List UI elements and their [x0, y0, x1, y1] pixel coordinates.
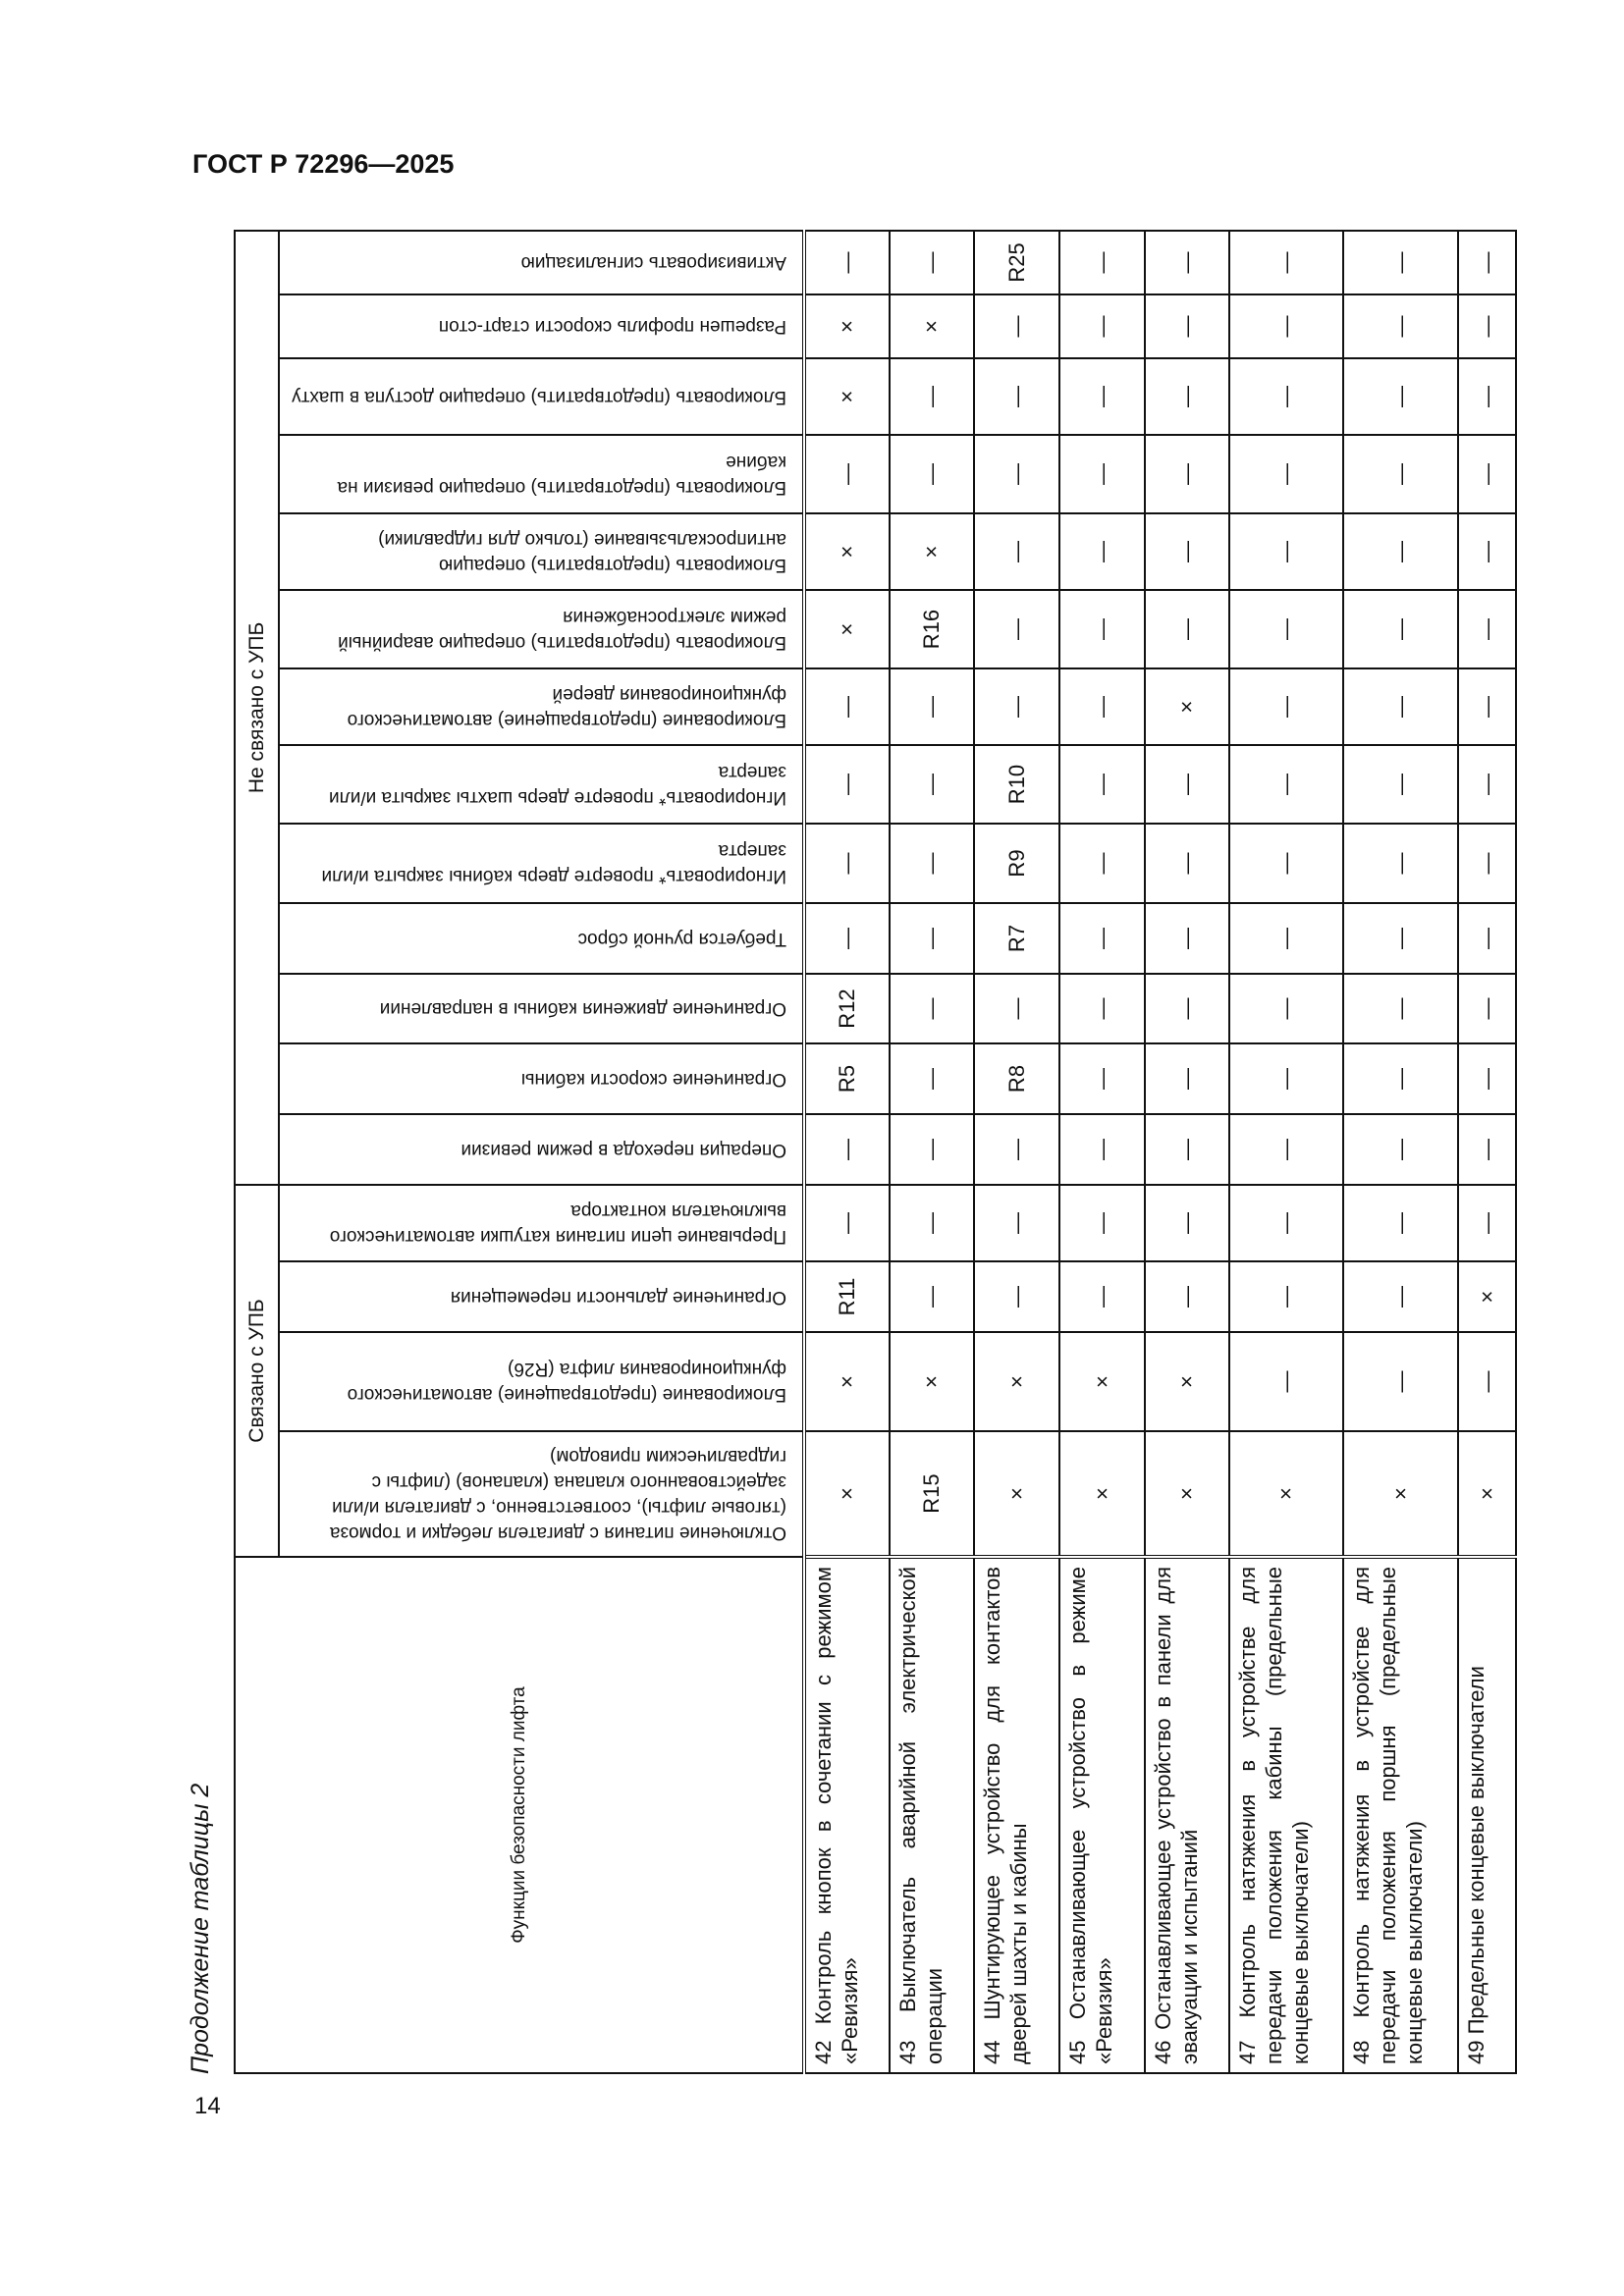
- table-cell: —: [890, 974, 974, 1043]
- table-cell: —: [1458, 1185, 1516, 1261]
- table-cell: ×: [1458, 1431, 1516, 1557]
- table-cell: —: [890, 435, 974, 513]
- table-cell: —: [890, 745, 974, 824]
- table-cell: —: [1145, 513, 1229, 590]
- table-cell: —: [1229, 824, 1343, 903]
- table-cell: —: [974, 435, 1059, 513]
- table-cell: —: [974, 358, 1059, 435]
- column-header-text: Отключение питания с двигателя лебедки и тормоза (тяговые лифты), соответственно, с двигателя и/или задействованного клапана (клапанов) (лифты с гидравлическим приводом): [329, 1446, 786, 1543]
- table-cell: —: [890, 903, 974, 974]
- table-cell: —: [1145, 231, 1229, 294]
- table-cell: —: [1458, 590, 1516, 668]
- table-cell: —: [1343, 1114, 1458, 1185]
- table-cell: —: [804, 435, 890, 513]
- table-cell: —: [1059, 590, 1145, 668]
- column-header: [279, 668, 804, 745]
- table-cell: —: [1145, 435, 1229, 513]
- column-header-text: Ограничение дальности перемещения: [450, 1287, 786, 1308]
- table-cell: —: [804, 668, 890, 745]
- table-cell: ×: [1145, 1332, 1229, 1431]
- table-cell: —: [974, 1261, 1059, 1332]
- row-label: 45 Останавливающее устройство в режиме «Ревизия»: [1059, 1557, 1145, 2073]
- table-cell: —: [1458, 358, 1516, 435]
- safety-functions-table-container: [234, 232, 1517, 2074]
- table-cell: ×: [804, 590, 890, 668]
- table-cell: —: [1059, 1114, 1145, 1185]
- table-cell: ×: [804, 1431, 890, 1557]
- row-label: 48 Контроль натяжения в устройстве для передачи положения поршня (предельные концевые выключатели): [1343, 1557, 1458, 2073]
- table-cell: —: [890, 358, 974, 435]
- table-cell: —: [1229, 1332, 1343, 1431]
- table-cell: —: [1059, 974, 1145, 1043]
- table-cell: —: [1343, 745, 1458, 824]
- table-cell: —: [1229, 1261, 1343, 1332]
- safety-functions-table: [234, 230, 1517, 2074]
- table-row: [1343, 231, 1458, 2073]
- column-header: [279, 1043, 804, 1114]
- table-cell: —: [1458, 435, 1516, 513]
- table-cell: —: [1229, 974, 1343, 1043]
- table-cell: —: [1059, 824, 1145, 903]
- row-label: 42 Контроль кнопок в сочетании с режимом «Ревизия»: [804, 1557, 890, 2073]
- column-header-text: Блокирование (предотвращение) автоматического функционирования лифта (R26): [347, 1359, 786, 1406]
- table-cell: —: [974, 974, 1059, 1043]
- table-cell: —: [804, 231, 890, 294]
- table-row: [890, 231, 974, 2073]
- column-header-text: Блокировать (предотвратить) операцию антипроскальзывание (только для гидравлики): [378, 529, 786, 575]
- table-cell: —: [1059, 294, 1145, 358]
- table-cell: R9: [974, 824, 1059, 903]
- column-header: [279, 974, 804, 1043]
- table-cell: —: [1458, 1043, 1516, 1114]
- table-cell: —: [804, 1114, 890, 1185]
- table-cell: —: [1229, 1114, 1343, 1185]
- table-cell: R12: [804, 974, 890, 1043]
- table-cell: —: [1059, 1261, 1145, 1332]
- page-number: 14: [194, 2093, 221, 2119]
- table-cell: —: [1145, 1043, 1229, 1114]
- table-cell: —: [974, 668, 1059, 745]
- column-header-text: Операция перехода в режим ревизии: [460, 1140, 786, 1160]
- table-cell: —: [1343, 903, 1458, 974]
- table-cell: —: [1145, 1185, 1229, 1261]
- column-header-text: Прерывание цепи питания катушки автоматического выключателя контактора: [329, 1201, 786, 1247]
- table-cell: ×: [1343, 1431, 1458, 1557]
- column-header: [279, 1114, 804, 1185]
- column-header: [279, 1261, 804, 1332]
- table-cell: —: [1343, 824, 1458, 903]
- table-cell: ×: [1458, 1261, 1516, 1332]
- table-cell: —: [1458, 824, 1516, 903]
- table-cell: ×: [890, 513, 974, 590]
- table-row: [1229, 231, 1343, 2073]
- group-header-not-linked: Не связано с УПБ: [235, 231, 279, 1185]
- table-cell: R16: [890, 590, 974, 668]
- table-cell: —: [1343, 513, 1458, 590]
- table-cell: ×: [1145, 668, 1229, 745]
- table-cell: —: [1145, 358, 1229, 435]
- table-cell: —: [1458, 903, 1516, 974]
- column-header-text: Разрешен профиль скорости старт-стоп: [438, 316, 786, 338]
- row-label: 46 Останавливающее устройство в панели для эвакуации и испытаний: [1145, 1557, 1229, 2073]
- column-header-text: Блокирование (предотвращение) автоматического функционирования дверей: [347, 684, 786, 730]
- table-cell: —: [1145, 745, 1229, 824]
- column-header: [279, 1431, 804, 1557]
- column-header-text: Ограничение движения кабины в направлении: [379, 998, 786, 1020]
- table-cell: —: [1059, 513, 1145, 590]
- table-cell: —: [1343, 668, 1458, 745]
- table-cell: —: [1229, 1185, 1343, 1261]
- table-cell: —: [1229, 231, 1343, 294]
- row-label: 49 Предельные концевые выключатели: [1458, 1557, 1516, 2073]
- column-header: [279, 513, 804, 590]
- table-cell: —: [1343, 435, 1458, 513]
- column-header-text: Игнорировать* проверте дверь кабины закрыта и/или заперта: [321, 840, 786, 887]
- table-cell: R15: [890, 1431, 974, 1557]
- column-header: [279, 1185, 804, 1261]
- table-cell: —: [1343, 1332, 1458, 1431]
- row-label: 44 Шунтирующее устройство для контактов дверей шахты и кабины: [974, 1557, 1059, 2073]
- table-cell: —: [1458, 294, 1516, 358]
- column-header: [279, 358, 804, 435]
- table-cell: ×: [1229, 1431, 1343, 1557]
- table-cell: —: [1458, 1332, 1516, 1431]
- column-header: [279, 231, 804, 294]
- table-cell: ×: [804, 294, 890, 358]
- table-cell: —: [1229, 590, 1343, 668]
- table-cell: —: [1145, 1114, 1229, 1185]
- column-header-text: Ограничение скорости кабины: [520, 1069, 786, 1090]
- table-cell: ×: [1145, 1431, 1229, 1557]
- column-header-text: Активизировать сигнализацию: [520, 252, 786, 274]
- table-cell: —: [1059, 1185, 1145, 1261]
- table-cell: —: [1059, 668, 1145, 745]
- table-caption: Продолжение таблицы 2: [187, 1783, 214, 2074]
- column-header-text: Блокировать (предотвратить) операцию ревизии на кабине: [337, 452, 786, 498]
- table-cell: R8: [974, 1043, 1059, 1114]
- first-column-header: Функции безопасности лифта: [235, 1557, 804, 2073]
- table-cell: ×: [1059, 1431, 1145, 1557]
- table-cell: ×: [974, 1431, 1059, 1557]
- table-cell: —: [1059, 435, 1145, 513]
- row-label: 47 Контроль натяжения в устройстве для передачи положения кабины (предельные концевые выключатели): [1229, 1557, 1343, 2073]
- table-cell: R10: [974, 745, 1059, 824]
- table-cell: —: [1458, 974, 1516, 1043]
- table-cell: —: [804, 903, 890, 974]
- table-cell: —: [1458, 745, 1516, 824]
- table-cell: —: [1343, 1043, 1458, 1114]
- table-cell: —: [1458, 1114, 1516, 1185]
- column-header: [279, 824, 804, 903]
- column-header: [279, 590, 804, 668]
- table-cell: —: [1059, 231, 1145, 294]
- table-cell: —: [1458, 513, 1516, 590]
- table-cell: —: [974, 513, 1059, 590]
- column-header-text: Требуется ручной сброс: [577, 929, 786, 949]
- table-cell: —: [974, 590, 1059, 668]
- table-cell: R11: [804, 1261, 890, 1332]
- table-cell: —: [1229, 903, 1343, 974]
- table-cell: —: [1145, 294, 1229, 358]
- table-cell: —: [890, 231, 974, 294]
- table-cell: —: [1145, 590, 1229, 668]
- table-cell: —: [1343, 974, 1458, 1043]
- table-cell: —: [890, 1114, 974, 1185]
- column-header: [279, 903, 804, 974]
- table-cell: —: [890, 1043, 974, 1114]
- table-cell: —: [1229, 745, 1343, 824]
- table-cell: ×: [804, 513, 890, 590]
- table-cell: —: [1458, 231, 1516, 294]
- table-row: [804, 231, 890, 2073]
- table-cell: —: [804, 824, 890, 903]
- table-cell: —: [1458, 668, 1516, 745]
- table-cell: —: [804, 1185, 890, 1261]
- column-header: [279, 745, 804, 824]
- table-cell: —: [974, 1185, 1059, 1261]
- column-header: [279, 1332, 804, 1431]
- table-cell: —: [1059, 1043, 1145, 1114]
- document-header: ГОСТ Р 72296—2025: [192, 149, 455, 179]
- table-cell: —: [1145, 1261, 1229, 1332]
- table-cell: —: [1145, 903, 1229, 974]
- table-cell: —: [890, 1185, 974, 1261]
- table-cell: ×: [890, 1332, 974, 1431]
- table-cell: —: [1343, 294, 1458, 358]
- table-cell: —: [890, 668, 974, 745]
- row-label: 43 Выключатель аварийной электрической операции: [890, 1557, 974, 2073]
- table-cell: —: [1343, 590, 1458, 668]
- table-cell: —: [974, 294, 1059, 358]
- table-cell: ×: [974, 1332, 1059, 1431]
- table-cell: —: [1343, 358, 1458, 435]
- column-header-text: Игнорировать* проверте дверь шахты закрыта и/или заперта: [329, 762, 786, 808]
- table-cell: —: [890, 824, 974, 903]
- column-header-text: Блокировать (предотвратить) операцию аварийный режим электроснабжения: [338, 607, 786, 653]
- table-cell: —: [1229, 1043, 1343, 1114]
- table-cell: —: [1229, 435, 1343, 513]
- table-cell: R5: [804, 1043, 890, 1114]
- table-cell: —: [1229, 668, 1343, 745]
- table-cell: —: [1059, 903, 1145, 974]
- column-header-text: Блокировать (предотвратить) операцию доступа в шахту: [292, 387, 786, 407]
- table-cell: —: [1145, 974, 1229, 1043]
- table-cell: ×: [890, 294, 974, 358]
- table-cell: —: [974, 1114, 1059, 1185]
- table-cell: —: [890, 1261, 974, 1332]
- table-row: [1458, 231, 1516, 2073]
- table-cell: —: [1343, 231, 1458, 294]
- table-cell: —: [1059, 358, 1145, 435]
- table-cell: —: [1229, 294, 1343, 358]
- table-cell: —: [1229, 513, 1343, 590]
- table-cell: ×: [1059, 1332, 1145, 1431]
- table-row: [1059, 231, 1145, 2073]
- table-cell: —: [1145, 824, 1229, 903]
- table-cell: —: [1059, 745, 1145, 824]
- table-cell: R25: [974, 231, 1059, 294]
- table-row: [1145, 231, 1229, 2073]
- column-header: [279, 294, 804, 358]
- table-cell: —: [1343, 1261, 1458, 1332]
- group-header-linked: Связано с УПБ: [235, 1185, 279, 1557]
- column-header: [279, 435, 804, 513]
- table-cell: ×: [804, 1332, 890, 1431]
- table-cell: —: [1343, 1185, 1458, 1261]
- table-cell: —: [1229, 358, 1343, 435]
- table-cell: R7: [974, 903, 1059, 974]
- table-row: [974, 231, 1059, 2073]
- table-cell: —: [804, 745, 890, 824]
- table-cell: ×: [804, 358, 890, 435]
